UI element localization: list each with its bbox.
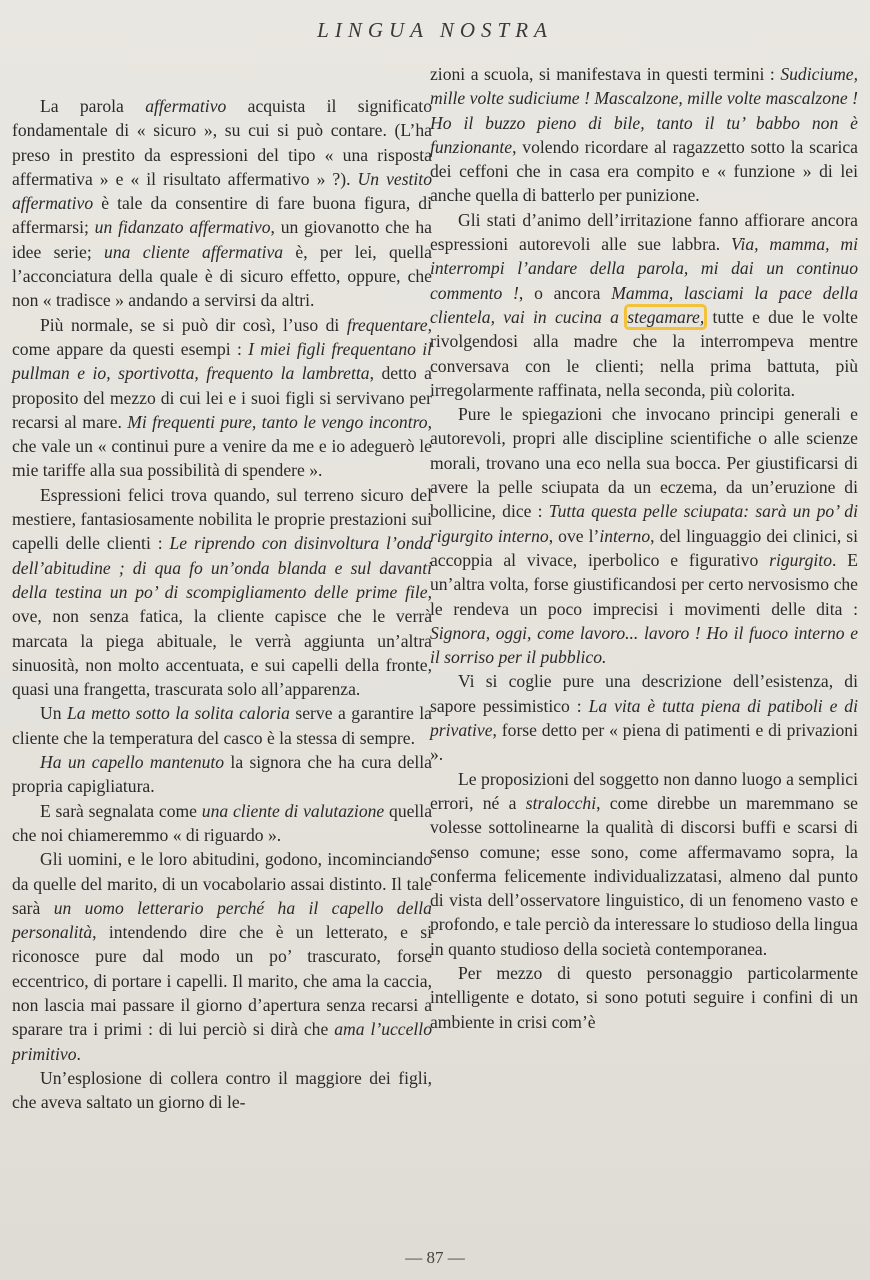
- italic-term: Le riprendo con disinvoltura l’onda dell’abitudine ; di qua fo un’onda blanda e sul davanti della testina un po’ di scompigliamento delle prime file: [12, 533, 432, 602]
- italic-term: Via, mamma, mi interrompi l’andare della parola, mi dai un continuo commento !: [430, 234, 858, 303]
- text: , forse detto per « piena di patimenti e di privazioni ».: [430, 720, 858, 765]
- paragraph: [430, 961, 858, 1034]
- text: è, per lei, quella l’acconciatura della quale è di sicuro effetto, oppure, che non « tradisce » andando a servirsi da altri.: [12, 241, 432, 311]
- highlighted-word[interactable]: stegamare,: [627, 306, 705, 327]
- paragraph: [12, 847, 432, 1066]
- left-column: [12, 94, 432, 1114]
- text: acquista il significato fondamentale di « sicuro », su cui si può contare. (L’ha preso in prestito da espressioni del tipo « una risposta affermativa » e « il risultato affermativo » ?).: [12, 96, 432, 189]
- paragraph: [12, 701, 432, 750]
- paragraph: [12, 799, 432, 848]
- running-header: LINGUA NOSTRA: [317, 18, 553, 42]
- text: Un: [40, 703, 67, 724]
- italic-term: una cliente di valutazione: [201, 800, 385, 821]
- paragraph: [12, 483, 432, 702]
- text: Per mezzo di questo personaggio particolarmente intelligente e dotato, si sono potuti seguire i confini di un ambiente in crisi com’è: [430, 962, 858, 1032]
- paragraph: [12, 750, 432, 799]
- text: è tale da consentire di fare buona figura, di affermarsi;: [12, 193, 432, 238]
- text: , come appare da questi esempi :: [12, 314, 432, 359]
- text: Gli stati d’animo dell’irritazione fanno affiorare ancora espressioni autorevoli alle sue labbra.: [430, 209, 858, 255]
- italic-term: Ha un capello mantenuto: [40, 752, 225, 773]
- italic-term: La vita è tutta piena di patiboli e di privative: [430, 695, 858, 741]
- italic-term: interno: [599, 525, 651, 546]
- paragraph: [12, 94, 432, 313]
- italic-term: rigurgito: [769, 549, 832, 570]
- text: Pure le spiegazioni che invocano principi generali e autorevoli, propri alle discipline scientifiche o alle scienze morali, trovano una eco nella sua bocca. Per giustificarsi di avere la pelle sciupata da un eczema, da un’eruzione di bollicine, dice :: [430, 404, 858, 522]
- italic-term: una cliente affermativa: [104, 241, 284, 262]
- text: la signora che ha cura della propria capigliatura.: [12, 752, 432, 797]
- text: Vi si coglie pure una descrizione dell’esistenza, di sapore pessimistico :: [430, 671, 858, 716]
- text: , intendendo dire che è un letterato, e si riconosce pure dal modo un po’ trascurato, forse eccentrico, di portare i capelli. Il marito, che ama la caccia, non lascia mai passare il giorno d’apertura senza recarsi a sparare tra i primi : di lui perciò si dirà che: [12, 922, 432, 1040]
- text: , come direbbe un maremmano se volesse sottolinearne la qualità di discorsi buffi e scarsi di senso comune; esse sono, come affermavamo sopra, la conferma felicemente individualizzatasi, almeno dal punto di vista dell’osservatore linguistico, di un fenomeno vasto e profondo, e tale perciò da interessare lo studioso della lingua in quanto studioso della società contemporanea.: [430, 792, 858, 959]
- text: Più normale, se si può dir così, l’uso di: [40, 314, 347, 335]
- text: , del linguaggio dei clinici, si accoppia al vivace, iperbolico e figurativo: [430, 525, 858, 570]
- paragraph: [12, 1066, 432, 1115]
- text: , o ancora: [518, 282, 612, 303]
- text: zioni a scuola, si manifestava in questi termini :: [430, 64, 781, 84]
- text: quella che noi chiameremmo « di riguardo ».: [12, 800, 433, 845]
- italic-term: La metto sotto la solita caloria: [67, 703, 290, 724]
- italic-term: ama l’uccello primitivo: [12, 1019, 432, 1064]
- paragraph: [430, 208, 858, 402]
- italic-term: affermativo: [145, 96, 227, 116]
- text: E sarà segnalata come: [40, 800, 202, 821]
- italic-term: Mamma, lasciami la pace della clientela, vai in cucina a: [430, 282, 858, 327]
- text: , che vale un « continui pure a venire da me e io adeguerò le mie tariffe alla sua possibilità di spendere ».: [12, 411, 432, 481]
- italic-term: un fidanzato affermativo: [94, 217, 271, 238]
- text: , ove l’: [548, 525, 600, 546]
- italic-term: Un vestito affermativo: [12, 168, 432, 214]
- text: Gli uomini, e le loro abitudini, godono, incominciando da quelle del marito, di un vocabolario assai distinto. Il tale sarà: [12, 849, 432, 918]
- text: Le proposizioni del soggetto non danno luogo a semplici errori, né a: [430, 768, 858, 813]
- paragraph: [430, 402, 858, 669]
- italic-term: frequentare: [346, 314, 428, 335]
- text: Espressioni felici trova quando, sul terreno sicuro del mestiere, fantasiosamente nobilita le proprie prestazioni sui capelli delle clienti :: [12, 484, 432, 554]
- italic-term: I miei figli frequentano il pullman e io, sportivotta, frequento la lambretta: [12, 338, 432, 384]
- paragraph: [430, 767, 858, 961]
- text: , un giovanotto che ha idee serie;: [12, 217, 432, 262]
- text: , ove, non senza fatica, la cliente capisce che le verrà marcata la piega abituale, le verrà aggiunta un’altra sinuosità, non molto accentuata, e sui capelli della fronte, quasi una frangetta, trascurata solo all’apparenza.: [12, 581, 432, 700]
- text: tutte e due le volte rivolgendosi alla madre che la interrompeva mentre conversava con le clienti; nella prima battuta, più irregolarmente raffinata, nella seconda, più colorita.: [430, 306, 858, 400]
- paragraph: [430, 62, 858, 208]
- italic-term: Sudiciume, mille volte sudiciume ! Mascalzone, mille volte mascalzone ! Ho il buzzo pieno di bile, tanto il tu’ babbo non è funzionante: [430, 64, 858, 157]
- italic-term: Tutta questa pelle sciupata: sarà un po’ di rigurgito interno: [430, 501, 858, 546]
- right-column: [430, 62, 858, 1034]
- text: Un’esplosione di collera contro il maggiore dei figli, che aveva saltato un giorno di le-: [12, 1067, 432, 1113]
- text: , detto a proposito del mezzo di cui lei e i suoi figli si servivano per recarsi al mare.: [12, 363, 432, 432]
- italic-term: Mi frequenti pure, tanto le vengo incontro: [127, 411, 428, 432]
- page-number: — 87 —: [405, 1248, 465, 1267]
- text: La parola: [40, 96, 146, 116]
- text: . E un’altra volta, forse giustificandosi per certo nervosismo che le rendeva un poco imprecisi i movimenti delle dita :: [430, 549, 858, 619]
- text: , volendo ricordare al ragazzetto sotto la scarica dei ceffoni che in casa era compito e « funzione » di lei anche quella di batterlo per punizione.: [430, 136, 858, 206]
- italic-term: Signora, oggi, come lavoro... lavoro ! Ho il fuoco interno e il sorriso per il pubblico.: [430, 622, 858, 668]
- italic-term: stralocchi: [525, 792, 597, 813]
- paragraph: [12, 313, 432, 483]
- text: serve a garantire la cliente che la temperatura del casco è la stessa di sempre.: [12, 703, 432, 748]
- italic-term: un uomo letterario perché ha il capello della personalità: [12, 897, 432, 943]
- text: .: [76, 1043, 81, 1064]
- paragraph: [430, 669, 858, 766]
